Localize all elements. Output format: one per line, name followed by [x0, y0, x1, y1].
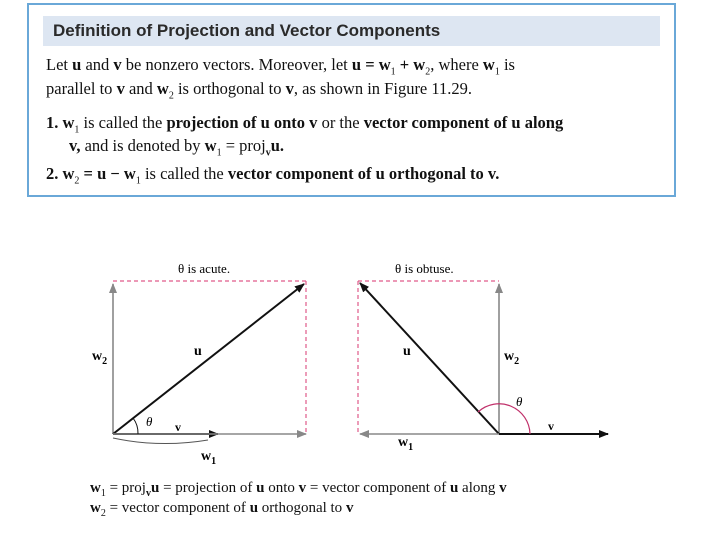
text: is orthogonal to — [177, 79, 282, 98]
w1-brace — [113, 438, 208, 444]
text: = vector component of — [105, 500, 250, 516]
subscript: 2 — [74, 175, 80, 187]
subscript: 1 — [216, 147, 222, 159]
text: orthogonal to — [258, 500, 346, 516]
text: is called the — [83, 113, 163, 132]
subscript: 2 — [100, 508, 106, 519]
text: is — [503, 55, 515, 74]
text: v — [116, 79, 125, 98]
term: projection of u onto v — [166, 113, 318, 132]
text: and is denoted by — [84, 136, 201, 155]
figure-acute — [92, 261, 306, 467]
text: w — [62, 113, 75, 132]
text: u — [249, 500, 259, 516]
label-v: v — [548, 419, 554, 433]
angle-arc — [133, 418, 138, 434]
text: = u − w — [83, 164, 136, 183]
text: w — [90, 500, 101, 516]
text: is called the — [144, 164, 224, 183]
caption-obtuse: θ is obtuse. — [395, 261, 454, 276]
label-v: v — [175, 420, 181, 434]
bottom-line-2 — [90, 500, 353, 519]
term: vector component of u orthogonal to v. — [227, 164, 500, 183]
subscript: 1 — [100, 488, 106, 499]
list-number: 1. — [46, 113, 59, 132]
text: = projection of — [159, 480, 257, 496]
text: , as shown in Figure 11.29. — [293, 79, 473, 98]
text: u — [256, 480, 265, 496]
text: Let — [46, 55, 68, 74]
label-w2: $w_2$ — [92, 349, 108, 367]
subscript: 1 — [74, 124, 80, 136]
text: be nonzero vectors. Moreover, let — [125, 55, 348, 74]
text: = proj — [105, 480, 146, 496]
subscript: 1 — [494, 66, 500, 78]
text: v — [298, 480, 307, 496]
text: w — [482, 55, 495, 74]
label-w1: $w_1$ — [398, 435, 414, 453]
caption-acute: θ is acute. — [178, 261, 231, 276]
subscript: v — [265, 147, 271, 159]
text: w — [90, 480, 101, 496]
label-w1: $w_1$ — [201, 449, 217, 467]
subscript: 2 — [425, 66, 431, 78]
label-theta: θ — [146, 414, 153, 429]
text: w — [204, 136, 217, 155]
bottom-line-1 — [90, 480, 507, 499]
text: = proj — [225, 136, 266, 155]
text: v — [499, 480, 507, 496]
text: + w — [399, 55, 426, 74]
list-number: 2. — [46, 164, 59, 183]
term: v, — [69, 136, 81, 155]
text: v — [345, 500, 354, 516]
text: onto — [264, 480, 299, 496]
text: v — [113, 55, 122, 74]
subscript: v — [145, 488, 151, 499]
text: u — [72, 55, 82, 74]
figure-obtuse — [358, 261, 608, 453]
text: along — [458, 480, 500, 496]
subscript: 1 — [390, 66, 396, 78]
box-title: Definition of Projection and Vector Components — [43, 16, 660, 46]
text: w — [156, 79, 169, 98]
subscript: 1 — [135, 175, 141, 187]
text: u = w — [351, 55, 391, 74]
text: and — [85, 55, 110, 74]
text: = vector component of — [306, 480, 450, 496]
label-theta: θ — [516, 394, 523, 409]
text: and — [128, 79, 153, 98]
text: w — [62, 164, 75, 183]
term: vector component of u along — [363, 113, 564, 132]
text: parallel to — [46, 79, 113, 98]
text: or the — [321, 113, 360, 132]
text: u — [449, 480, 459, 496]
label-w2: $w_2$ — [504, 349, 520, 367]
subscript: 2 — [168, 90, 174, 102]
text: u. — [270, 136, 285, 155]
text: , where — [430, 55, 479, 74]
label-u: u — [403, 344, 411, 359]
text: u — [150, 480, 160, 496]
text: v — [285, 79, 294, 98]
u-vector — [113, 284, 304, 434]
label-u: u — [194, 344, 202, 359]
